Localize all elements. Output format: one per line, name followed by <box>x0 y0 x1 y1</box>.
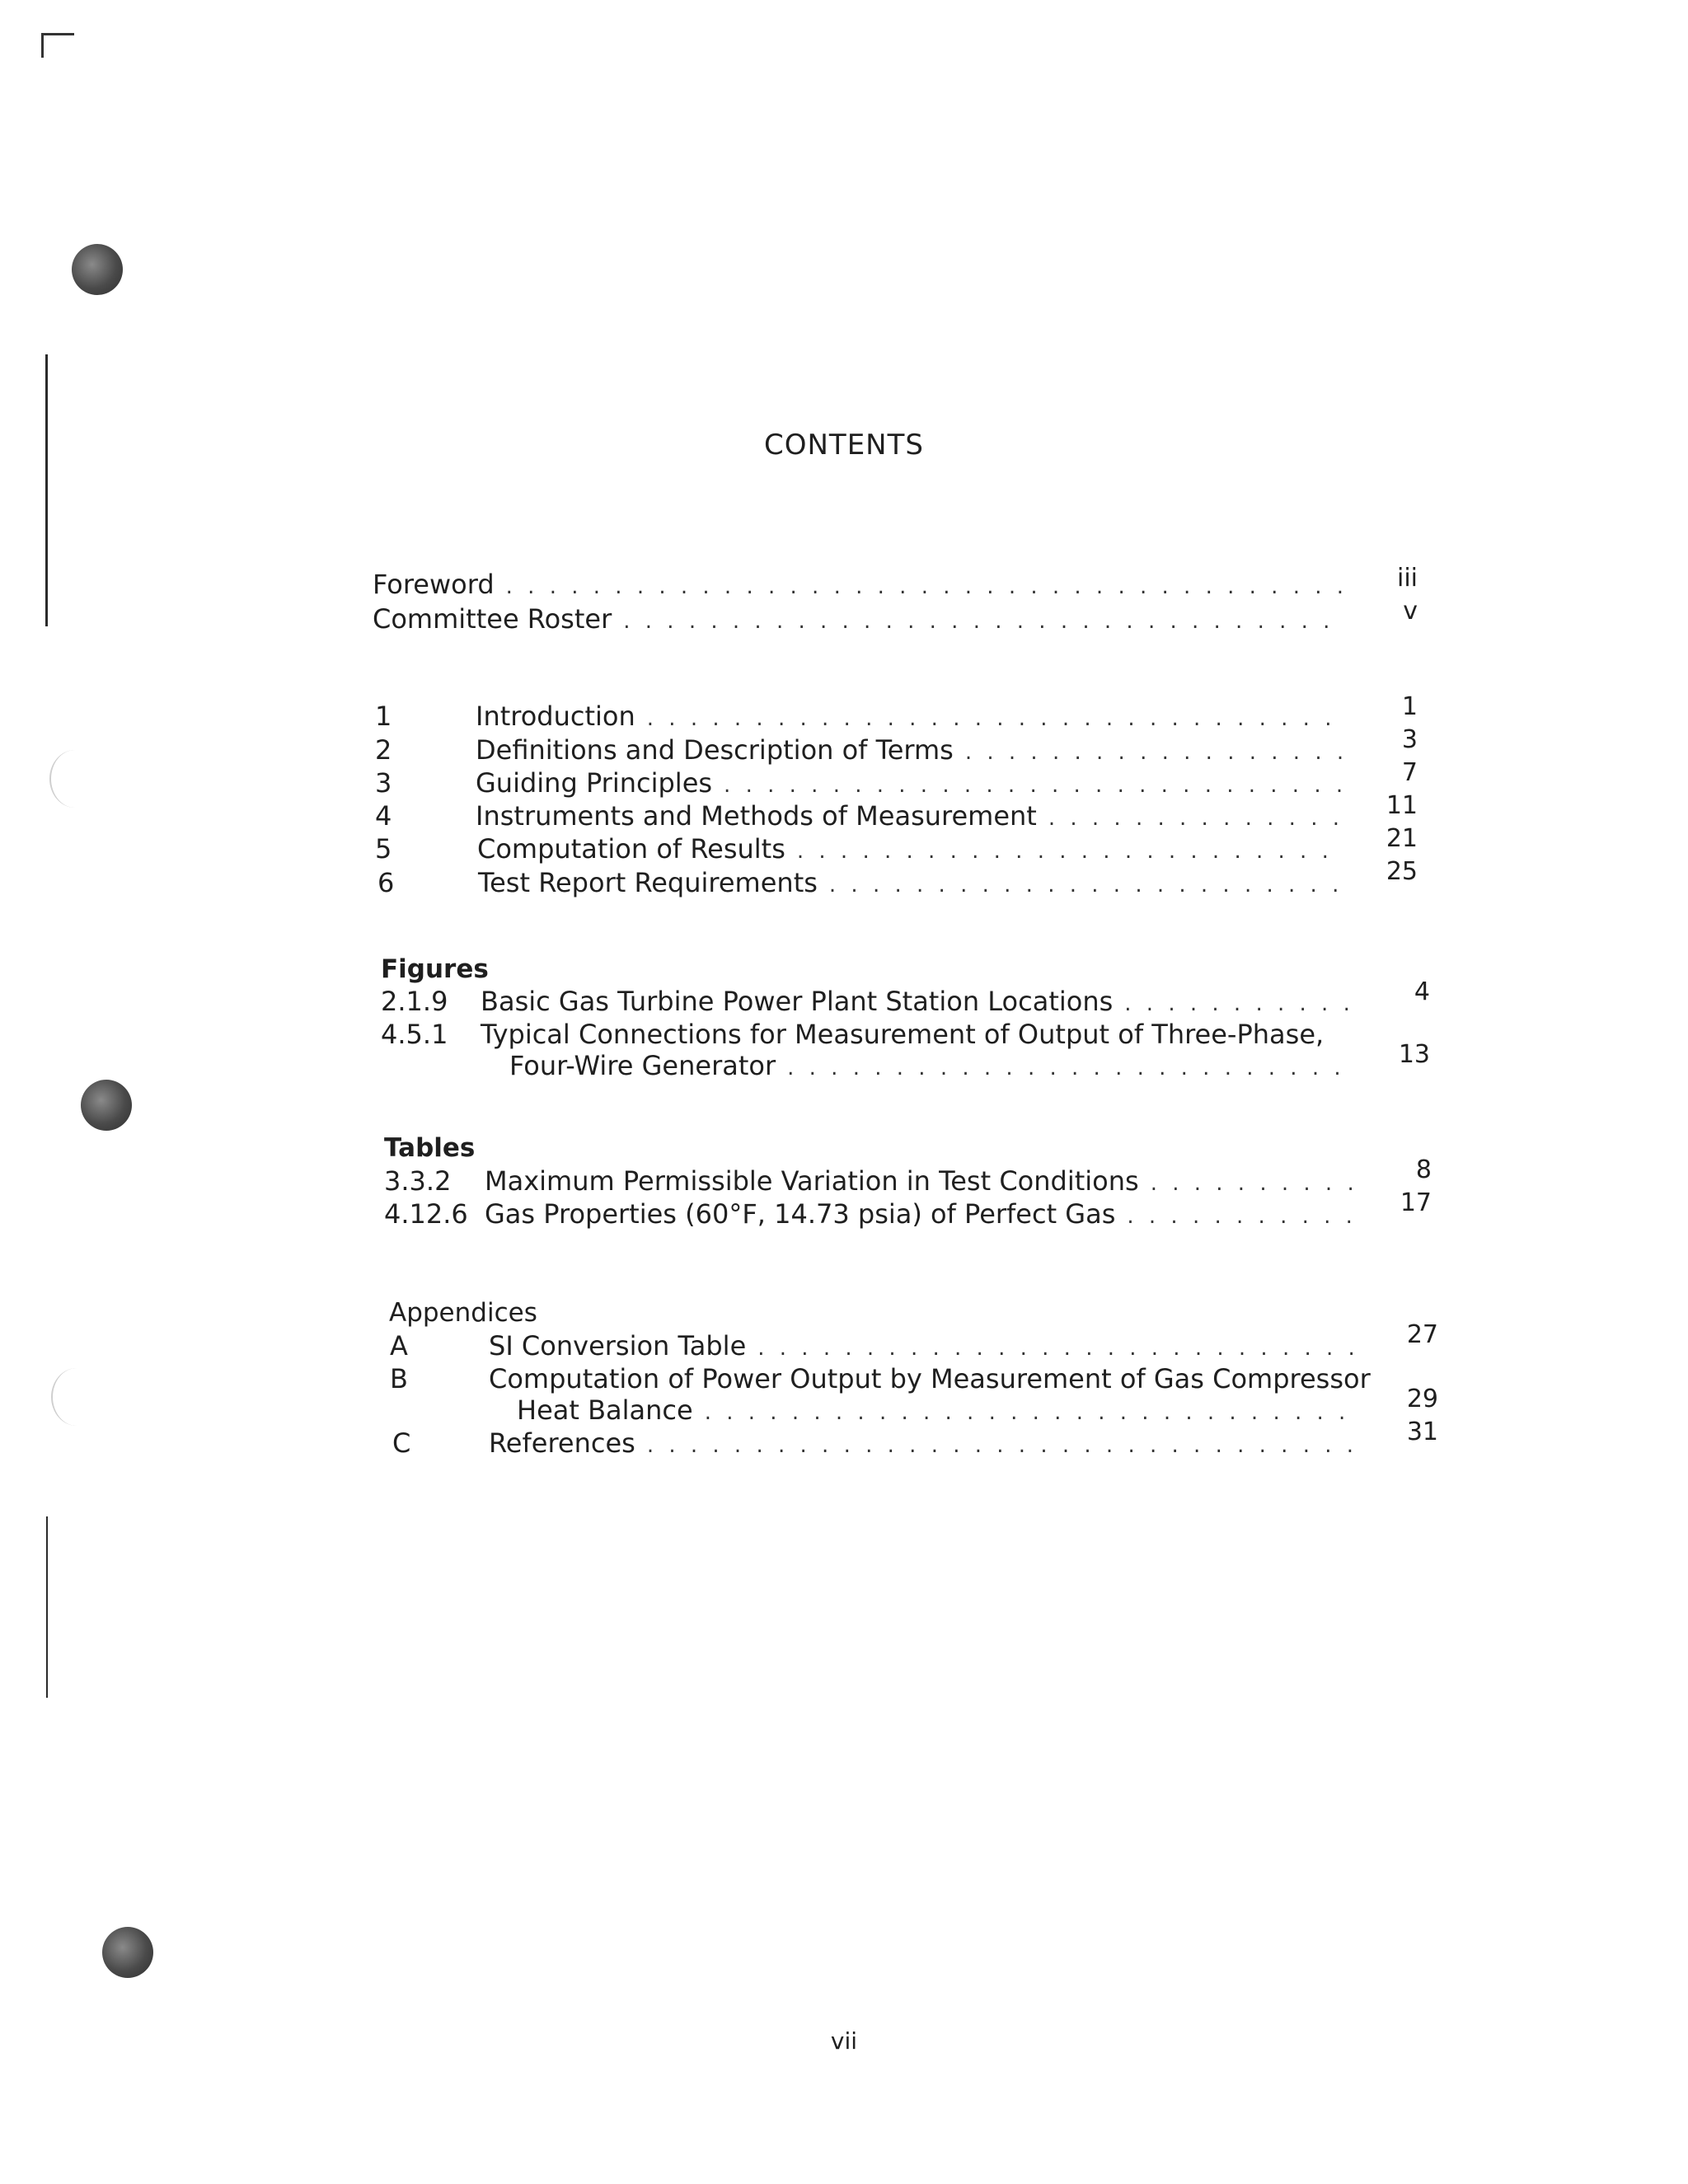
appendix-letter: C <box>392 1427 411 1459</box>
punch-hole <box>72 244 123 295</box>
leader-dots <box>647 1433 1362 1458</box>
toc-entry-label: Computation of Results <box>477 833 785 865</box>
toc-entry-label: Computation of Power Output by Measurement of Gas Compressor <box>489 1363 1371 1394</box>
toc-entry-label: Basic Gas Turbine Power Plant Station Locations <box>481 986 1114 1017</box>
toc-table-entry <box>384 1198 1367 1230</box>
toc-figure-entry <box>381 1019 1366 1050</box>
toc-table-entry <box>384 1165 1367 1197</box>
leader-dots <box>1127 1204 1359 1229</box>
section-number: 1 <box>375 701 392 732</box>
toc-page-number: 8 <box>1415 1155 1432 1184</box>
appendix-letter: B <box>390 1363 408 1394</box>
scan-edge-line <box>46 1516 48 1698</box>
toc-section-entry <box>377 867 1353 898</box>
toc-page-number: 27 <box>1406 1320 1438 1349</box>
toc-figure-entry <box>381 986 1366 1017</box>
toc-entry-label: References <box>489 1427 635 1459</box>
section-number: 5 <box>375 833 392 865</box>
punch-hole <box>81 1080 132 1131</box>
appendix-letter: A <box>390 1330 408 1361</box>
appendices-heading: Appendices <box>389 1298 537 1328</box>
toc-page-number: 1 <box>1401 692 1418 721</box>
toc-appendix-entry <box>392 1427 1371 1459</box>
toc-section-entry <box>375 701 1353 732</box>
section-number: 3 <box>375 767 392 799</box>
figure-number: 4.5.1 <box>381 1019 448 1050</box>
toc-page-number: 29 <box>1406 1385 1438 1413</box>
toc-page-number: 25 <box>1386 857 1418 886</box>
toc-entry-label: Four-Wire Generator <box>509 1050 776 1081</box>
figures-heading: Figures <box>381 954 489 984</box>
toc-entry-label: Test Report Requirements <box>478 867 818 898</box>
toc-appendix-entry <box>390 1363 1371 1394</box>
leader-dots <box>647 706 1345 731</box>
section-number: 2 <box>375 734 392 766</box>
leader-dots <box>506 574 1345 599</box>
toc-entry-label: Foreword <box>373 569 495 600</box>
section-number: 4 <box>375 800 392 832</box>
toc-section-entry <box>375 767 1353 799</box>
toc-entry-committee-roster <box>373 603 1353 635</box>
toc-entry-foreword <box>373 569 1353 600</box>
toc-page-number: v <box>1403 597 1418 626</box>
toc-entry-label: SI Conversion Table <box>489 1330 747 1361</box>
toc-appendix-entry-continuation <box>517 1394 1371 1426</box>
figure-number: 2.1.9 <box>381 986 448 1017</box>
toc-section-entry <box>375 800 1353 832</box>
toc-entry-label: Committee Roster <box>373 603 612 635</box>
toc-page-number: 11 <box>1386 791 1418 820</box>
scan-corner-mark <box>41 33 74 35</box>
punch-hole <box>102 1927 153 1978</box>
scan-corner-mark <box>41 33 44 58</box>
toc-entry-label: Guiding Principles <box>476 767 713 799</box>
toc-entry-label: Gas Properties (60°F, 14.73 psia) of Perfect Gas <box>485 1198 1116 1230</box>
leader-dots <box>623 609 1345 634</box>
toc-page-number: 7 <box>1401 758 1418 787</box>
toc-page-number: 21 <box>1386 824 1418 853</box>
toc-entry-label: Introduction <box>476 701 635 732</box>
toc-page-number: 3 <box>1401 725 1418 754</box>
leader-dots <box>787 1056 1357 1080</box>
page-number-footer: vii <box>830 2027 858 2055</box>
toc-entry-label: Instruments and Methods of Measurement <box>476 800 1037 832</box>
leader-dots <box>705 1400 1362 1425</box>
page-title: CONTENTS <box>764 429 924 462</box>
toc-section-entry <box>375 734 1353 766</box>
toc-entry-label: Heat Balance <box>517 1394 693 1426</box>
toc-page-number: 4 <box>1414 977 1430 1006</box>
leader-dots <box>965 740 1345 765</box>
binder-ring-shadow <box>51 1368 102 1426</box>
leader-dots <box>724 773 1345 798</box>
binder-ring-shadow <box>49 750 101 808</box>
toc-section-entry <box>375 833 1353 865</box>
toc-entry-label: Typical Connections for Measurement of Output of Three-Phase, <box>481 1019 1325 1050</box>
scan-edge-line <box>45 354 48 626</box>
leader-dots <box>829 873 1345 898</box>
toc-appendix-entry <box>390 1330 1371 1361</box>
toc-page-number: 13 <box>1398 1040 1430 1069</box>
toc-page-number: 17 <box>1400 1188 1432 1217</box>
toc-entry-label: Maximum Permissible Variation in Test Conditions <box>485 1165 1139 1197</box>
section-number: 6 <box>377 867 395 898</box>
leader-dots <box>757 1336 1362 1361</box>
leader-dots <box>1048 806 1345 831</box>
leader-dots <box>797 839 1345 864</box>
leader-dots <box>1124 991 1357 1016</box>
toc-entry-label: Definitions and Description of Terms <box>476 734 954 766</box>
leader-dots <box>1151 1171 1359 1196</box>
table-number: 4.12.6 <box>384 1198 468 1230</box>
toc-page-number: iii <box>1396 564 1418 593</box>
tables-heading: Tables <box>384 1133 476 1163</box>
table-number: 3.3.2 <box>384 1165 452 1197</box>
toc-page-number: 31 <box>1406 1418 1438 1446</box>
toc-figure-entry-continuation <box>509 1050 1366 1081</box>
